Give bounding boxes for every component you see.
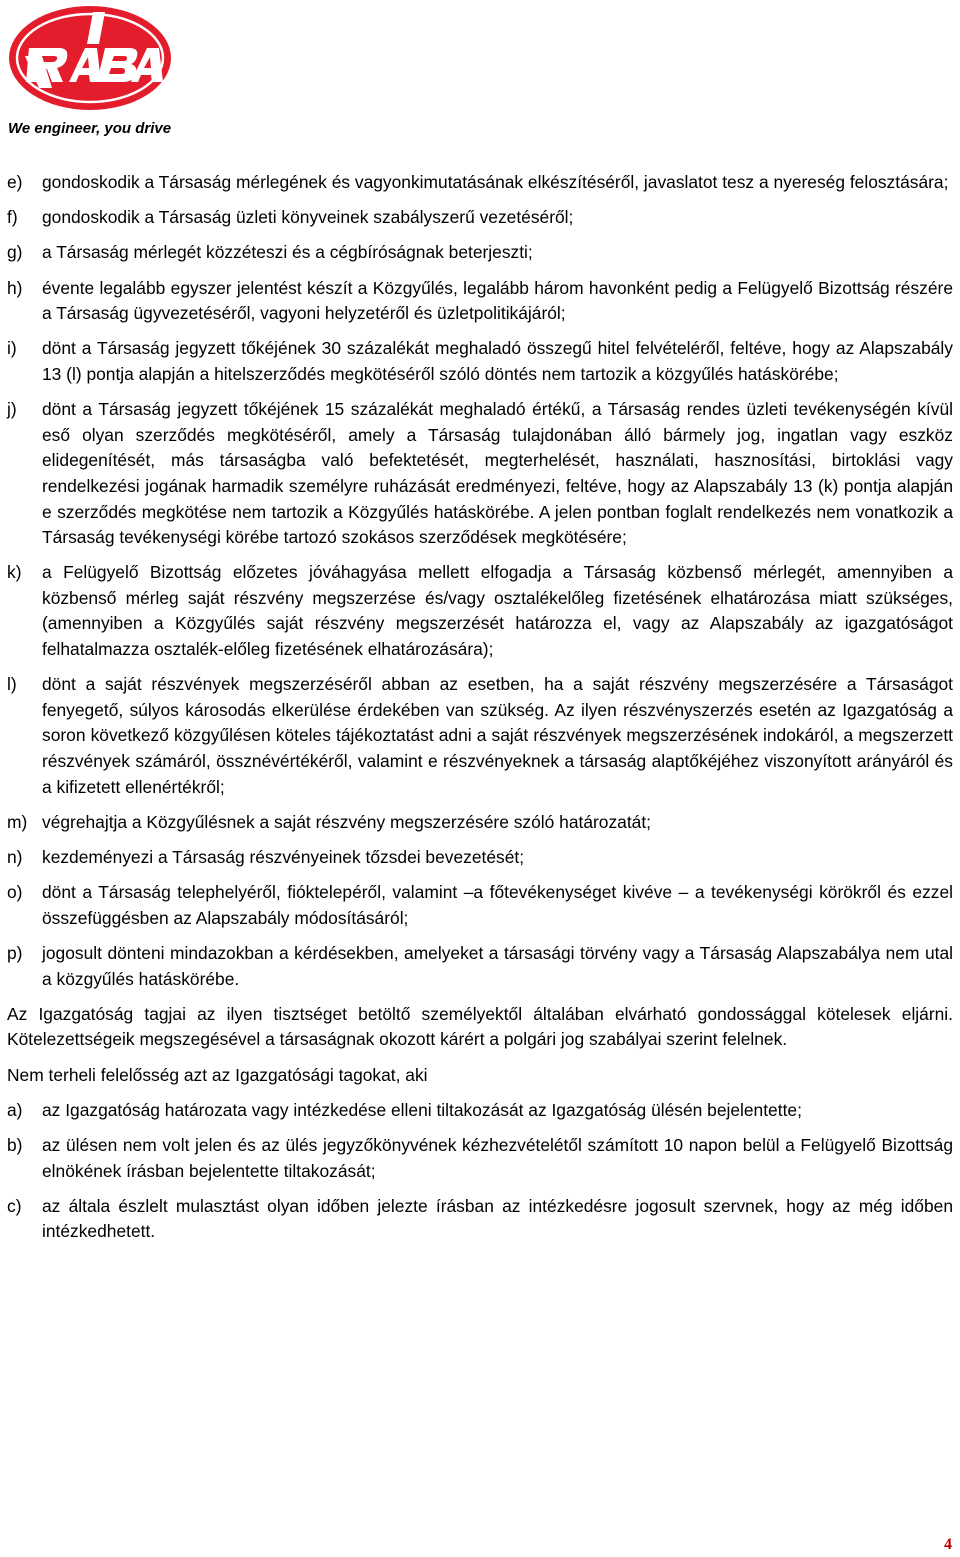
list-item-label: o) <box>7 882 23 903</box>
list-item-label: a) <box>7 1099 23 1120</box>
list-item <box>7 880 953 931</box>
list-item-text: dönt a Társaság jegyzett tőkéjének 15 százalékát meghaladó értékű, a Társaság rendes üzleti tevékenységén kívül eső olyan szerződés megkötéséről, amely a Társaság tulajdonában álló bármely jog, ingatlan vagy eszköz elidegenítését, más társaságba való befektetését, megterhelését, használati, hasznosítási, birtoklási vagy rendelkezési jogának harmadik személyre ruházását eredményezi, feltéve, hogy az Alapszabály 13 (k) pontja alapján e szerződés megkötése nem tartozik a Közgyűlés hatáskörébe. A jelen pontban foglalt rendelkezés nem vonatkozik a Társaság tevékenységi körébe tartozó szokásos szerződések megkötésére; <box>42 399 953 548</box>
list-item <box>7 1194 953 1245</box>
liability-paragraph: Az Igazgatóság tagjai az ilyen tisztséget betöltő személyektől általában elvárható gondossággal kötelesek eljárni. Kötelezettségeik megszegésével a társaságnak okozott kárért a polgári jog szabályai szerint felelnek. <box>7 1003 953 1050</box>
document-body <box>7 170 953 1254</box>
list-item-label: b) <box>7 1134 23 1155</box>
page-number: 4 <box>944 1536 952 1553</box>
list-item-label: n) <box>7 847 23 867</box>
list-item-label: g) <box>7 242 23 263</box>
list-item-label: k) <box>7 562 22 583</box>
list-item-text: az általa észlelt mulasztást olyan időben jelezte írásban az intézkedésre jogosult szervnek, hogy az még időben intézkedhetett. <box>42 1195 953 1242</box>
list-item-label: l) <box>7 674 17 695</box>
list-item <box>7 240 953 266</box>
list-item <box>7 560 953 662</box>
list-item <box>7 1133 953 1184</box>
list-item-label: m) <box>7 811 28 832</box>
list-item <box>7 336 953 387</box>
list-item-text: jogosult dönteni mindazokban a kérdésekben, amelyeket a társasági törvény vagy a Társaság Alapszabálya nem utal a közgyűlés hatáskörébe. <box>42 942 953 989</box>
list-item-label: h) <box>7 277 23 298</box>
list-item-text: az Igazgatóság határozata vagy intézkedése elleni tiltakozását az Igazgatóság ülésén bejelentette; <box>42 1099 802 1120</box>
list-item-label: e) <box>7 172 23 192</box>
list-item <box>7 205 953 231</box>
list-item <box>7 810 953 836</box>
powers-list <box>7 170 953 992</box>
list-item-label: i) <box>7 338 17 359</box>
list-item-text: végrehajtja a Közgyűlésnek a saját részvény megszerzésére szóló határozatát; <box>42 811 651 832</box>
raba-logo <box>7 4 173 116</box>
list-item-label: j) <box>7 399 17 420</box>
list-item <box>7 672 953 800</box>
list-item-text: dönt a Társaság jegyzett tőkéjének 30 százalékát meghaladó összegű hitel felvételéről, feltéve, hogy az Alapszabály 13 (l) pontja alapján a hitelszerződés megkötéséről szóló döntés nem tartozik a közgyűlés hatáskörébe; <box>42 338 953 384</box>
list-item-label: c) <box>7 1195 22 1216</box>
list-item-label: f) <box>7 207 18 228</box>
list-item <box>7 941 953 992</box>
company-tagline: We engineer, you drive <box>8 120 172 137</box>
exemption-intro: Nem terheli felelősség azt az Igazgatósági tagokat, aki <box>7 1064 428 1085</box>
list-item <box>7 845 953 871</box>
list-item-text: gondoskodik a Társaság mérlegének és vagyonkimutatásának elkészítéséről, javaslatot tesz a nyereség felosztására; <box>42 172 949 192</box>
document-header <box>7 4 207 136</box>
list-item-text: a Felügyelő Bizottság előzetes jóváhagyása mellett elfogadja a Társaság közbenső mérlegét, amennyiben a közbenső mérleg saját részvény megszerzése és/vagy osztalékelőleg fizetésének elhatározása miatt szükséges, (amennyiben a Közgyűlés saját részvény megszerzését határozza el, vagy az Alapszabály az igazgatóságot felhatalmazza osztalék-előleg fizetésének elhatározására); <box>42 562 953 660</box>
list-item <box>7 397 953 551</box>
list-item-text: dönt a saját részvények megszerzéséről abban az esetben, ha a saját részvény megszerzésére a Társaságot fenyegető, súlyos károsodás elkerülése érdekében van szükség. Az ilyen részvényszerzés esetén az Igazgatóság a soron következő közgyűlésen köteles tájékoztatást adni a saját részvények megszerzésének indokáról, a megszerzett részvények számáról, össznévértékéről, valamint e részvényeknek a társaság alaptőkéjéhez viszonyított arányáról és a kifizetett ellenértékről; <box>42 674 953 797</box>
list-item-text: évente legalább egyszer jelentést készít a Közgyűlés, legalább három havonként pedig a Felügyelő Bizottság részére a Társaság ügyvezetéséről, vagyoni helyzetéről és üzletpolitikájáról; <box>42 277 953 324</box>
list-item-text: az ülésen nem volt jelen és az ülés jegyzőkönyvének kézhezvételétől számított 10 napon belül a Felügyelő Bizottság elnökének írásban bejelentette tiltakozását; <box>42 1134 953 1181</box>
list-item-text: dönt a Társaság telephelyéről, fióktelepéről, valamint –a főtevékenységet kivéve – a tevékenységi körökről és ezzel összefüggésben az Alapszabály módosításáról; <box>42 882 953 928</box>
list-item <box>7 170 953 196</box>
list-item <box>7 1098 953 1124</box>
list-item-text: gondoskodik a Társaság üzleti könyveinek szabályszerű vezetéséről; <box>42 207 574 228</box>
list-item-text: a Társaság mérlegét közzéteszi és a cégbíróságnak beterjeszti; <box>42 242 533 263</box>
list-item <box>7 276 953 327</box>
list-item-label: p) <box>7 942 23 963</box>
exemption-list <box>7 1098 953 1245</box>
list-item-text: kezdeményezi a Társaság részvényeinek tőzsdei bevezetését; <box>42 847 525 867</box>
